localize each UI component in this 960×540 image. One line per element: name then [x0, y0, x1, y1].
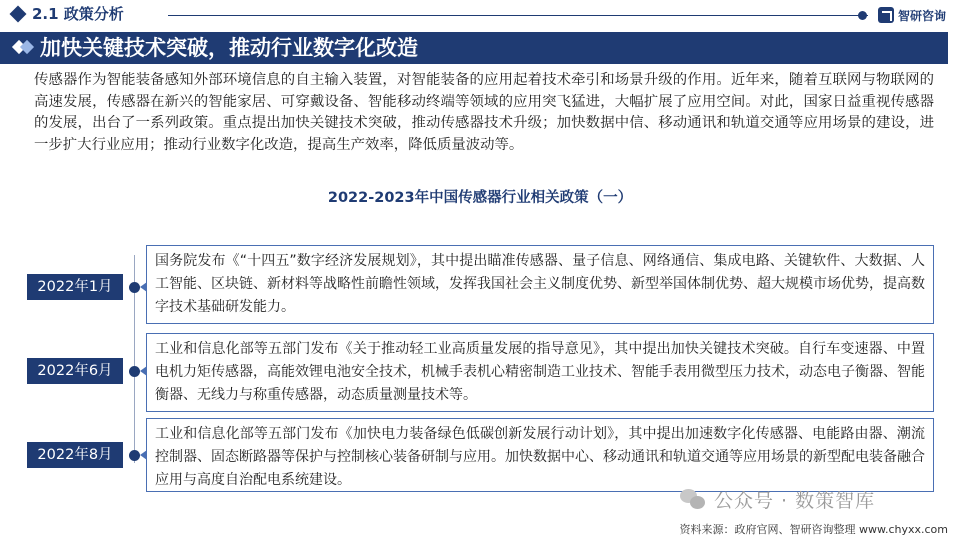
- policy-date: 2022年8月: [27, 442, 123, 468]
- timeline-dot-icon: [129, 450, 140, 461]
- brand-logo-icon: [878, 7, 894, 23]
- timeline-dot-icon: [129, 282, 140, 293]
- section-diamond-icon: [10, 6, 27, 23]
- section-header: [0, 0, 960, 30]
- source-note: 资料来源：政府官网、智研咨询整理 www.chyxx.com: [679, 523, 948, 536]
- brand: [878, 5, 946, 25]
- policy-card: 工业和信息化部等五部门发布《加快电力装备绿色低碳创新发展行动计划》，其中提出加速数字化传感器、电能路由器、潮流控制器、固态断路器等保护与控制核心装备研制与应用。加快数据中心、移动通讯和轨道交通等应用场景的新型配电装备融合应用与高度自治配电系统建设。: [146, 418, 934, 492]
- timeline-dot-icon: [129, 366, 140, 377]
- section-title: 2.1 政策分析: [32, 5, 124, 23]
- policy-card: 工业和信息化部等五部门发布《关于推动轻工业高质量发展的指导意见》，其中提出加快关键技术突破。自行车变速器、中置电机力矩传感器，高能效锂电池安全技术，机械手表机心精密制造工业技术、智能手表用微型压力技术，动态电子衡器、智能衡器、无线力与称重传感器，动态质量测量技术等。: [146, 333, 934, 412]
- policy-table-title: 2022-2023年中国传感器行业相关政策（一）: [327, 190, 633, 206]
- double-diamond-icon: [14, 42, 34, 54]
- intro-paragraph: 传感器作为智能装备感知外部环境信息的自主输入装置，对智能装备的应用起着技术牵引和场景升级的作用。近年来，随着互联网与物联网的高速发展，传感器在新兴的智能家居、可穿戴设备、智能移动终端等领域的应用突飞猛进，大幅扩展了应用空间。对此，国家日益重视传感器的发展，出台了一系列政策。重点提出加快关键技术突破，推动传感器技术升级；加快数据中信、移动通讯和轨道交通等应用场景的建设，进一步扩大行业应用；推动行业数字化改造，提高生产效率，降低质量波动等。: [34, 72, 934, 153]
- section-divider: [168, 15, 868, 16]
- wechat-icon: [680, 489, 706, 511]
- title-banner: [0, 32, 948, 64]
- brand-name: 智研咨询: [898, 8, 947, 23]
- policy-date: 2022年6月: [27, 358, 123, 384]
- divider-dot-icon: [858, 11, 867, 20]
- policy-date: 2022年1月: [27, 274, 123, 300]
- policy-card: 国务院发布《“十四五”数字经济发展规划》，其中提出瞄准传感器、量子信息、网络通信、集成电路、关键软件、大数据、人工智能、区块链、新材料等战略性前瞻性领域，发挥我国社会主义制度优势、新型举国体制优势、超大规模市场优势，提高数字技术基础研发能力。: [146, 245, 934, 324]
- watermark-text: 公众号 · 数策智库: [714, 490, 876, 512]
- banner-title: 加快关键技术突破，推动行业数字化改造: [40, 36, 418, 60]
- wechat-watermark: [680, 486, 875, 513]
